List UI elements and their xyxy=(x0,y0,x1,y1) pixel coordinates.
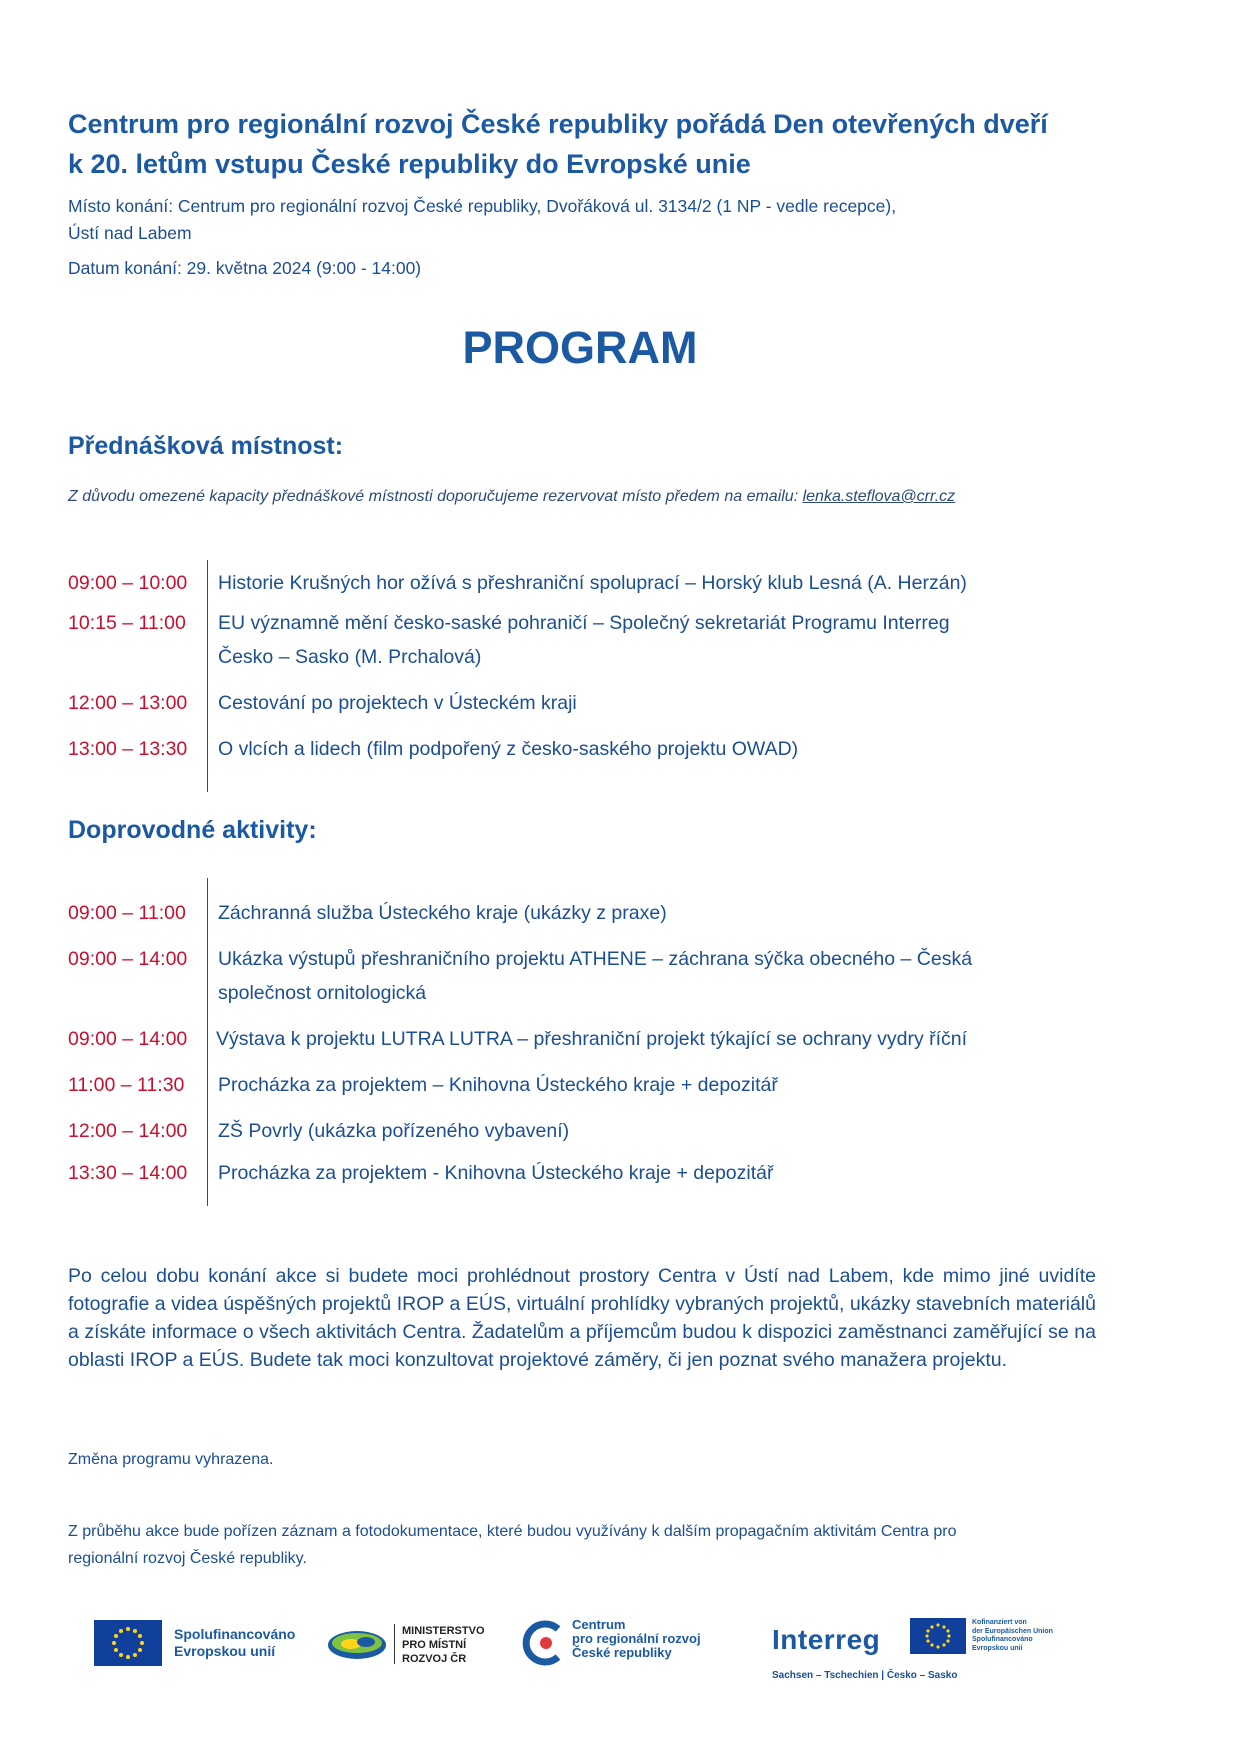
activity-time: 13:30 – 14:00 xyxy=(68,1162,188,1184)
lecture-time: 12:00 – 13:00 xyxy=(68,692,188,714)
activity-desc-line: Procházka za projektem – Knihovna Ústeckého kraje + depozitář xyxy=(218,1074,778,1096)
activity-time: 12:00 – 14:00 xyxy=(68,1120,188,1142)
lecture-desc-line: Historie Krušných hor ožívá s přeshraniční spoluprací – Horský klub Lesná (A. Herzán) xyxy=(218,572,967,594)
eu-cofinanced-logo xyxy=(94,1618,314,1668)
activity-desc xyxy=(218,1114,1068,1148)
crr-logo xyxy=(520,1616,720,1670)
program-heading: PROGRAM xyxy=(462,322,698,373)
activity-time: 09:00 – 14:00 xyxy=(68,1028,188,1050)
reservation-note xyxy=(68,488,955,506)
lecture-time: 13:00 – 13:30 xyxy=(68,738,188,760)
mmr-emblem-icon xyxy=(326,1624,388,1666)
crr-logo-line: Centrum xyxy=(572,1617,626,1632)
activity-desc-line: Výstava k projektu LUTRA LUTRA – přeshraniční projekt týkající se ochrany vydry říční xyxy=(216,1028,968,1050)
venue-line-1: Místo konání: Centrum pro regionální rozvoj České republiky, Dvořáková ul. 3134/2 (1 NP - vedle recepce), xyxy=(68,196,897,216)
mmr-logo-text xyxy=(402,1624,485,1666)
title-line-1: Centrum pro regionální rozvoj České republiky pořádá Den otevřených dveří xyxy=(68,109,1048,139)
activity-desc xyxy=(218,896,1068,930)
recording-note xyxy=(68,1518,956,1572)
eu-flag-icon xyxy=(94,1620,162,1666)
lecture-desc-line: EU významně mění česko-saské pohraničí – Společný sekretariát Programu Interreg xyxy=(218,612,950,634)
activity-desc xyxy=(218,1068,1068,1102)
activity-desc xyxy=(216,1022,1066,1056)
venue-line-2: Ústí nad Labem xyxy=(68,223,192,243)
activity-time: 09:00 – 11:00 xyxy=(68,902,186,924)
activity-desc xyxy=(218,942,1068,1010)
lecture-desc-line: Česko – Sasko (M. Prchalová) xyxy=(218,646,482,668)
interreg-cofinanced-text xyxy=(972,1619,1053,1653)
kofi-line: der Europäischen Union xyxy=(972,1627,1053,1635)
activity-desc-line: ZŠ Povrly (ukázka pořízeného vybavení) xyxy=(218,1120,570,1142)
lecture-desc xyxy=(218,566,1068,600)
crr-logo-line: České republiky xyxy=(572,1645,672,1660)
mmr-logo-line: PRO MÍSTNÍ xyxy=(402,1639,467,1651)
change-note: Změna programu vyhrazena. xyxy=(68,1451,274,1468)
venue xyxy=(68,193,896,247)
activity-desc-line: Záchranná služba Ústeckého kraje (ukázky z praxe) xyxy=(218,902,667,924)
lecture-desc xyxy=(218,686,1068,720)
activity-desc-line: Ukázka výstupů přeshraničního projektu ATHENE – záchrana sýčka obecného – Česká xyxy=(218,948,973,970)
interreg-wordmark: Interreg xyxy=(772,1624,881,1655)
info-paragraph: Po celou dobu konání akce si budete moci prohlédnout prostory Centra v Ústí nad Labem, kde mimo jiné uvidíte fotografie a videa úspěšných projektů IROP a EÚS, virtuální prohlídky vybraných projektů, ukázky stavebních materiálů a získáte informace o všech aktivitách Centra. Žadatelům a příjemcům budou k dispozici zaměstnanci zaměřující se na oblasti IROP a EÚS. Budete tak moci konzultovat projektové záměry, či jen poznat svého manažera projektu. xyxy=(68,1265,1096,1371)
kofi-line: Evropskou unií xyxy=(972,1644,1023,1652)
activity-time: 09:00 – 14:00 xyxy=(68,948,188,970)
reservation-note-text: Z důvodu omezené kapacity přednáškové místnosti doporučujeme rezervovat místo předem na emailu: xyxy=(68,488,803,505)
crr-emblem-icon xyxy=(520,1620,566,1666)
interreg-subtitle: Sachsen – Tschechien | Česko – Sasko xyxy=(772,1670,958,1681)
activity-desc xyxy=(218,1156,1068,1190)
recording-line-2: regionální rozvoj České republiky. xyxy=(68,1550,307,1567)
eu-logo-line: Spolufinancováno xyxy=(174,1626,296,1642)
kofi-line: Kofinanziert von xyxy=(972,1619,1027,1626)
mmr-divider xyxy=(394,1624,395,1664)
mmr-logo-line: ROZVOJ ČR xyxy=(402,1653,467,1665)
crr-logo-text xyxy=(572,1618,701,1660)
activity-desc-line: společnost ornitologická xyxy=(218,982,427,1004)
recording-line-1: Z průběhu akce bude pořízen záznam a fotodokumentace, které budou využívány k dalším propagačním aktivitám Centra pro xyxy=(68,1523,957,1540)
lecture-time: 09:00 – 10:00 xyxy=(68,572,188,594)
activities-heading: Doprovodné aktivity: xyxy=(68,816,317,844)
title-line-2: k 20. letům vstupu České republiky do Evropské unie xyxy=(68,149,751,179)
interreg-eu-stars-icon xyxy=(910,1618,966,1654)
crr-logo-line: pro regionální rozvoj xyxy=(572,1631,701,1646)
lecture-time: 10:15 – 11:00 xyxy=(68,612,186,634)
interreg-eu-flag-icon xyxy=(910,1618,966,1654)
activity-desc-line: Procházka za projektem - Knihovna Ústeckého kraje + depozitář xyxy=(218,1162,774,1184)
eu-logo-text xyxy=(174,1626,295,1660)
activity-time: 11:00 – 11:30 xyxy=(68,1074,185,1096)
lecture-desc xyxy=(218,606,1068,674)
eu-logo-line: Evropskou unií xyxy=(174,1643,276,1659)
event-date: Datum konání: 29. května 2024 (9:00 - 14:00) xyxy=(68,258,422,278)
lecture-desc-line: Cestování po projektech v Ústeckém kraji xyxy=(218,692,577,714)
mmr-logo-line: MINISTERSTVO xyxy=(402,1625,485,1637)
lecture-heading: Přednášková místnost: xyxy=(68,432,344,460)
lecture-desc-line: O vlcích a lidech (film podpořený z česko-saského projektu OWAD) xyxy=(218,738,799,760)
lecture-desc xyxy=(218,732,1068,766)
interreg-logo xyxy=(772,1618,1072,1688)
mmr-logo xyxy=(326,1620,506,1670)
kofi-line: Spolufinancováno xyxy=(972,1636,1033,1643)
reservation-email-link[interactable]: lenka.steflova@crr.cz xyxy=(802,488,956,505)
document-title xyxy=(68,104,1148,184)
eu-stars-icon xyxy=(94,1620,162,1666)
